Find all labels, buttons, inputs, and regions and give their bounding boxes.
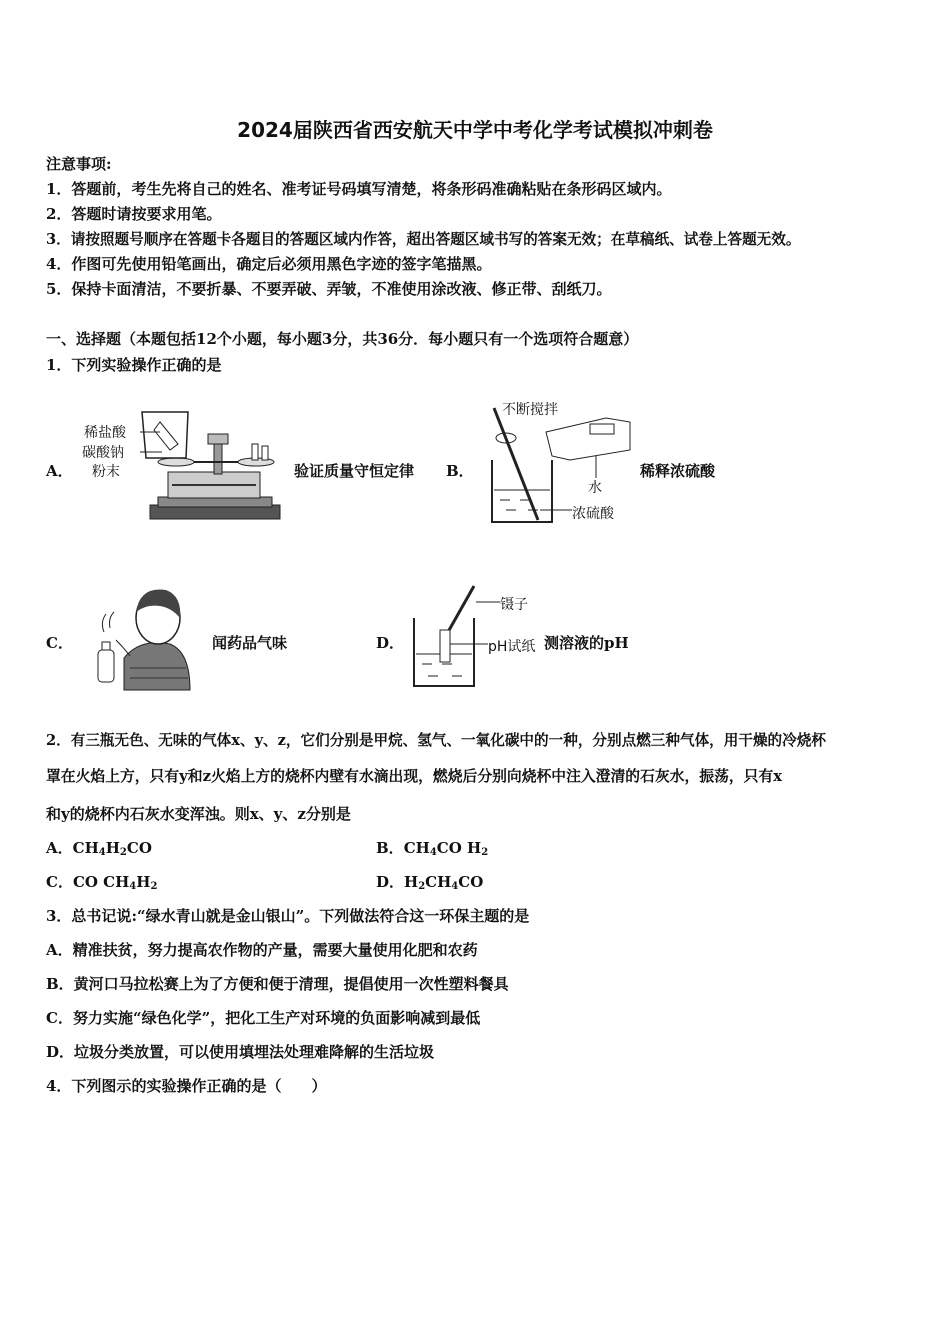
- q3-option-b[interactable]: B．黄河口马拉松赛上为了方便和便于清理，提倡使用一次性塑料餐具: [46, 975, 509, 993]
- q1-option-a-letter: A．: [46, 462, 73, 480]
- q1-option-d-caption: 测溶液的pH: [544, 634, 629, 652]
- q3-stem: 3．总书记说:“绿水青山就是金山银山”。下列做法符合这一环保主题的是: [46, 907, 530, 925]
- label-powder: 粉末: [92, 464, 120, 480]
- notice-item-2: 2．答题时请按要求用笔。: [46, 205, 222, 223]
- label-water: 水: [588, 480, 602, 496]
- q3-option-c[interactable]: C．努力实施“绿色化学”，把化工生产对环境的负面影响减到最低: [46, 1009, 481, 1027]
- q1-option-b-caption: 稀释浓硫酸: [640, 462, 716, 480]
- smelling-chemical-figure: [80, 578, 194, 692]
- page-title: 2024届陕西省西安航天中学中考化学考试模拟冲刺卷: [237, 118, 713, 142]
- q3-option-d[interactable]: D．垃圾分类放置，可以使用填埋法处理难降解的生活垃圾: [46, 1043, 435, 1061]
- q2-line-3: 和y的烧杯内石灰水变浑浊。则x、y、z分别是: [46, 805, 351, 823]
- label-ph-paper: pH试纸: [488, 639, 536, 655]
- notice-heading: 注意事项:: [46, 155, 112, 173]
- label-tweezers: 镊子: [500, 597, 528, 613]
- q1-option-a-caption: 验证质量守恒定律: [294, 462, 415, 480]
- q1-option-c-letter: C．: [46, 634, 73, 652]
- notice-item-3: 3．请按照题号顺序在答题卡各题目的答题区域内作答，超出答题区域书写的答案无效；在草稿纸、试卷上答题无效。: [46, 231, 801, 248]
- q2-option-d[interactable]: D．$H_2CH_4CO$: [376, 873, 484, 892]
- q1-option-d-letter: D．: [376, 634, 405, 652]
- label-sodium-carbonate: 碳酸钠: [82, 445, 124, 461]
- notice-item-1: 1．答题前，考生先将自己的姓名、准考证号码填写清楚，将条形码准确粘贴在条形码区域内。: [46, 180, 672, 198]
- notice-item-4: 4．作图可先使用铅笔画出，确定后必须用黑色字迹的签字笔描黑。: [46, 255, 492, 273]
- q1-option-c-caption: 闻药品气味: [212, 634, 288, 652]
- q2-line-1: 2．有三瓶无色、无味的气体x、y、z，它们分别是甲烷、氢气、一氧化碳中的一种，分别点燃三种气体，用干燥的冷烧杯: [46, 732, 826, 749]
- q2-option-a[interactable]: A．$CH_4H_2CO$: [46, 839, 152, 858]
- q1-option-b-letter: B．: [446, 462, 474, 480]
- label-hydrochloric-acid: 稀盐酸: [84, 425, 126, 441]
- q2-option-b[interactable]: B．$CH_4CO$ $H_2$: [376, 839, 489, 858]
- q1-stem: 1．下列实验操作正确的是: [46, 356, 222, 374]
- q3-option-a[interactable]: A．精准扶贫，努力提高农作物的产量，需要大量使用化肥和农药: [46, 941, 478, 959]
- section-heading: 一、选择题（本题包括12个小题，每小题3分，共36分．每小题只有一个选项符合题意）: [46, 330, 639, 348]
- q2-option-c[interactable]: C．CO $CH_4H_2$: [46, 873, 158, 892]
- label-conc-sulfuric-acid: 浓硫酸: [572, 506, 614, 522]
- q2-line-2: 罩在火焰上方，只有y和z火焰上方的烧杯内壁有水滴出现，燃烧后分别向烧杯中注入澄清的石灰水，振荡，只有x: [46, 768, 783, 785]
- q4-stem: 4．下列图示的实验操作正确的是（ ）: [46, 1077, 327, 1095]
- label-stir: 不断搅拌: [502, 402, 558, 418]
- notice-item-5: 5．保持卡面清洁，不要折暴、不要弄破、弄皱，不准使用涂改液、修正带、刮纸刀。: [46, 280, 612, 298]
